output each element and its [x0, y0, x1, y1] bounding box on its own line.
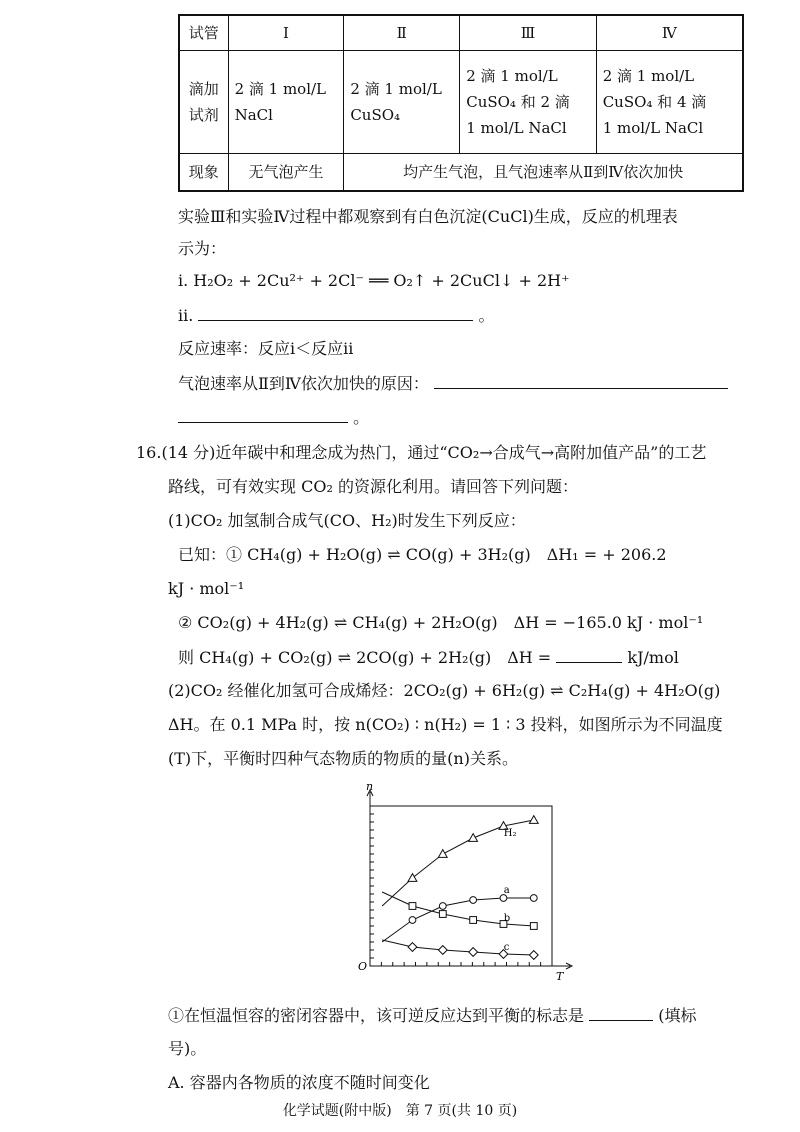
- series-label-H₂: H₂: [503, 828, 517, 839]
- text-line: ΔH。在 0.1 MPa 时，按 n(CO₂) ∶ n(H₂) = 1 ∶ 3 投料，如图所示为不同温度: [168, 715, 723, 734]
- cell-line: CuSO₄ 和 2 滴: [466, 93, 570, 111]
- data-point: [409, 917, 416, 924]
- table-cell: [460, 51, 596, 154]
- table-cell: 均产生气泡，且气泡速率从Ⅱ到Ⅳ依次加快: [344, 154, 743, 192]
- data-point: [439, 911, 446, 918]
- series-label-b: b: [503, 913, 511, 924]
- question-line: [178, 646, 679, 669]
- table-row-label: [179, 51, 228, 154]
- plot-frame: [370, 806, 552, 966]
- table-row-label: 现象: [179, 154, 228, 192]
- table-row: [179, 51, 743, 154]
- question-text: (填标: [658, 1006, 697, 1025]
- data-point: [469, 948, 478, 957]
- data-point: [408, 874, 417, 882]
- mechanism-step-1: ⅰ. H₂O₂ + 2Cu²⁺ + 2Cl⁻ ══ O₂↑ + 2CuCl↓ + 2H⁺: [178, 271, 570, 290]
- cell-line: 2 滴 1 mol/L: [602, 67, 695, 85]
- table-header-cell: Ⅳ: [596, 15, 743, 51]
- table-row: [179, 154, 743, 192]
- text-line: 实验Ⅲ和实验Ⅳ过程中都观察到有白色沉淀(CuCl)生成，反应的机理表: [178, 207, 678, 226]
- data-point: [529, 951, 538, 960]
- label-line: 试剂: [188, 106, 219, 124]
- experiment-table: [178, 14, 744, 192]
- text-line: 号)。: [168, 1039, 207, 1058]
- question-line: [178, 372, 728, 395]
- text-line: kJ · mol⁻¹: [168, 579, 245, 598]
- line-end: 。: [353, 408, 370, 427]
- question-line: [178, 406, 369, 429]
- data-point: [470, 917, 477, 924]
- table-header-row: [179, 15, 743, 51]
- text-line: 路线，可有效实现 CO₂ 的资源化利用。请回答下列问题：: [168, 477, 578, 496]
- equation-1: 已知：① CH₄(g) + H₂O(g) ⇌ CO(g) + 3H₂(g) ΔH₁ = + 206.2: [178, 545, 667, 564]
- question-16-title: 16.(14 分)近年碳中和理念成为热门，通过“CO₂→合成气→高附加值产品”的工艺: [136, 443, 707, 462]
- question-text: ①在恒温恒容的密闭容器中，该可逆反应达到平衡的标志是: [168, 1006, 585, 1025]
- cell-line: 1 mol/L NaCl: [466, 119, 567, 137]
- y-axis-label: n: [366, 784, 374, 793]
- table-header-cell: Ⅱ: [344, 15, 460, 51]
- cell-line: 2 滴 1 mol/L: [466, 67, 558, 85]
- origin-label: O: [358, 960, 368, 973]
- question-line: [168, 1004, 696, 1027]
- text-line: (2)CO₂ 经催化加氢可合成烯烃：2CO₂(g) + 6H₂(g) ⇌ C₂H₄(g) + 4H₂O(g): [168, 681, 721, 700]
- series-line-c: [382, 940, 534, 955]
- equilibrium-chart: [330, 784, 580, 984]
- step-label: ⅱ.: [178, 306, 194, 325]
- data-point: [469, 834, 478, 842]
- text-line: 示为：: [178, 239, 227, 258]
- data-point: [438, 946, 447, 955]
- cell-line: 1 mol/L NaCl: [602, 119, 704, 137]
- unit: kJ/mol: [627, 648, 679, 667]
- answer-blank[interactable]: [589, 1004, 653, 1021]
- series-label-a: a: [503, 885, 510, 896]
- cell-line: CuSO₄: [350, 106, 401, 124]
- table-header-cell: 试管: [179, 15, 228, 51]
- data-point: [470, 897, 477, 904]
- table-cell: [344, 51, 460, 154]
- series-line-a: [382, 898, 534, 942]
- text-line: 反应速率：反应ⅰ＜反应ⅱ: [178, 339, 354, 358]
- option-a: A. 容器内各物质的浓度不随时间变化: [168, 1073, 430, 1092]
- cell-line: 2 滴 1 mol/L: [350, 80, 442, 98]
- page-footer: 化学试题(附中版) 第 7 页(共 10 页): [282, 1103, 518, 1119]
- series-label-c: c: [503, 942, 510, 953]
- x-axis-label: T: [556, 970, 564, 983]
- data-point: [439, 903, 446, 910]
- data-point: [530, 923, 537, 930]
- question-text: 气泡速率从Ⅱ到Ⅳ依次加快的原因：: [178, 374, 429, 393]
- table-cell: 无气泡产生: [228, 154, 344, 192]
- table-header-cell: Ⅲ: [460, 15, 596, 51]
- answer-blank[interactable]: [434, 372, 728, 389]
- answer-blank[interactable]: [178, 406, 348, 423]
- cell-line: 2 滴 1 mol/L: [234, 80, 327, 98]
- text-line: (T)下，平衡时四种气态物质的物质的量(n)关系。: [168, 749, 518, 768]
- series-line-b: [382, 892, 534, 926]
- data-point: [529, 816, 538, 824]
- answer-blank[interactable]: [198, 304, 473, 321]
- table-cell: [228, 51, 344, 154]
- cell-line: CuSO₄ 和 4 滴: [602, 93, 707, 111]
- equation-2: ② CO₂(g) + 4H₂(g) ⇌ CH₄(g) + 2H₂O(g) ΔH = −165.0 kJ · mol⁻¹: [178, 613, 704, 632]
- data-point: [408, 943, 417, 952]
- label-line: 滴加: [188, 80, 219, 98]
- answer-blank[interactable]: [556, 646, 622, 663]
- data-point: [409, 903, 416, 910]
- data-point: [530, 895, 537, 902]
- line-end: 。: [478, 306, 495, 325]
- table-header-cell: Ⅰ: [228, 15, 344, 51]
- text-line: (1)CO₂ 加氢制合成气(CO、H₂)时发生下列反应：: [168, 511, 526, 530]
- table-cell: [596, 51, 743, 154]
- cell-line: NaCl: [234, 106, 273, 124]
- equation-3: 则 CH₄(g) + CO₂(g) ⇌ 2CO(g) + 2H₂(g) ΔH =: [178, 648, 552, 667]
- mechanism-step-2: [178, 304, 495, 327]
- data-point: [438, 850, 447, 858]
